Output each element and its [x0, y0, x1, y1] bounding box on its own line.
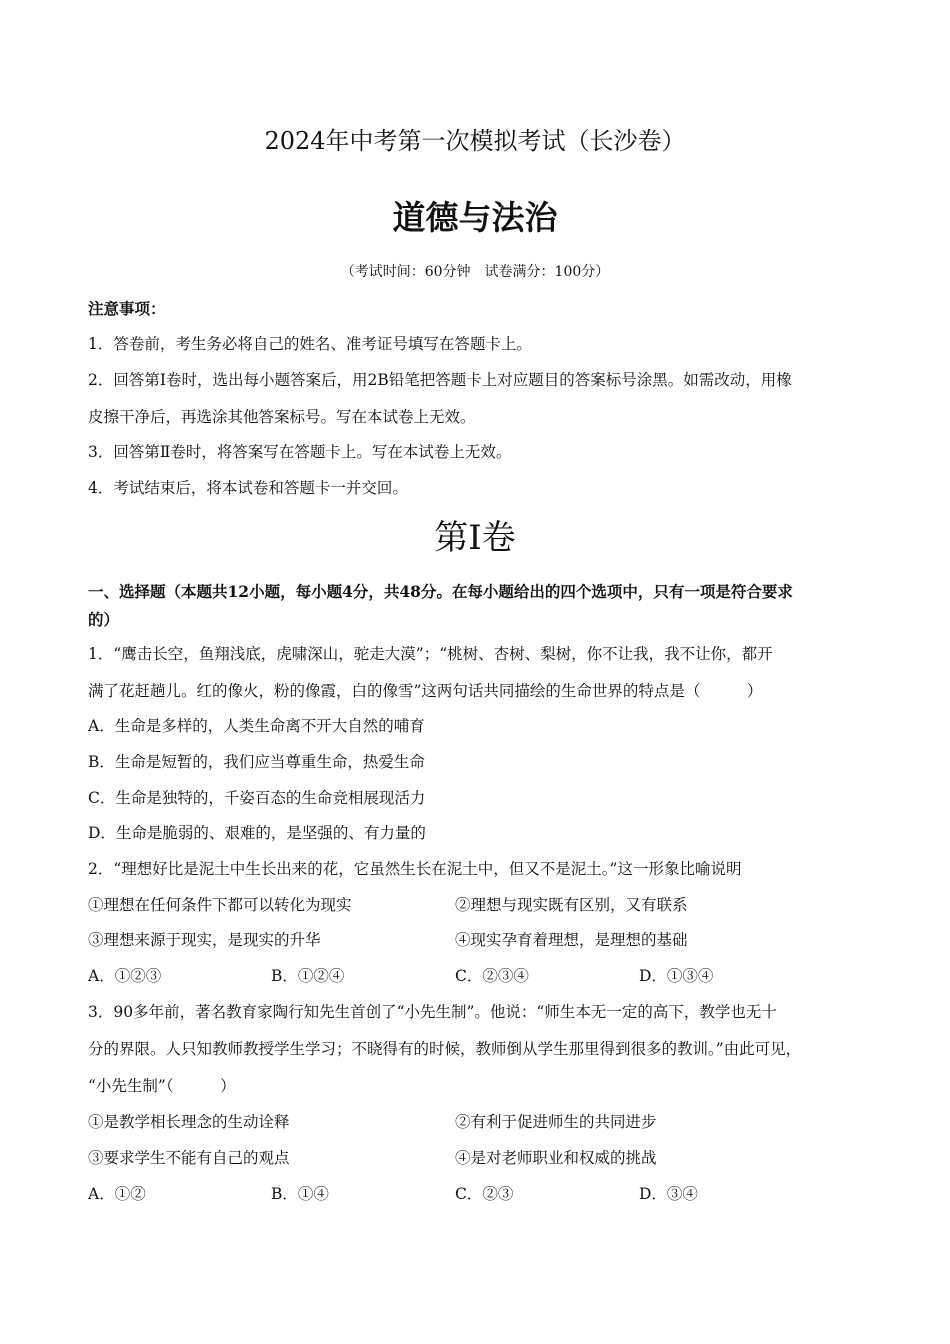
q3-statement-2: ②有利于促进师生的共同进步: [455, 1113, 657, 1131]
q3-stem-end: “小先生制”（ ）: [88, 1077, 236, 1095]
q2-statement-3: ③理想来源于现实，是现实的升华: [88, 931, 321, 949]
section-instruction-cont: 的）: [88, 610, 120, 629]
q2-statement-2: ②理想与现实既有区别，又有联系: [455, 896, 688, 914]
q3-option-d: D．③④: [639, 1185, 698, 1203]
notes-heading: 注意事项：: [88, 299, 166, 318]
q3-option-a: A．①②: [88, 1185, 146, 1203]
q2-statement-1: ①理想在任何条件下都可以转化为现实: [88, 896, 352, 914]
note-item: 3．回答第Ⅱ卷时，将答案写在答题卡上。写在本试卷上无效。: [88, 443, 512, 461]
note-item: 皮擦干净后，再选涂其他答案标号。写在本试卷上无效。: [88, 408, 476, 426]
q3-option-c: C．②③: [455, 1185, 514, 1203]
q2-option-b: B．①②④: [271, 967, 345, 985]
q1-stem: 1．“鹰击长空，鱼翔浅底，虎啸深山，驼走大漠”；“桃树、杏树、梨树，你不让我，我不让你，都开: [88, 645, 773, 663]
volume-title: 第Ⅰ卷: [434, 518, 516, 558]
q3-statement-4: ④是对老师职业和权威的挑战: [455, 1149, 657, 1167]
q2-options: [88, 965, 868, 987]
q2-option-d: D．①③④: [639, 967, 714, 985]
section-instruction: 一、选择题（本题共12小题，每小题4分，共48分。在每小题给出的四个选项中，只有一项是符合要求: [88, 582, 793, 601]
q3-stem-cont: 分的界限。人只知教师教授学生学习；不晓得有的时候，教师倒从学生那里得到很多的教训。”由此可见，: [88, 1040, 802, 1058]
q3-stem: 3．90多年前，著名教育家陶行知先生首创了“小先生制”。他说：“师生本无一定的高下，教学也无十: [88, 1003, 777, 1021]
q2-option-c: C．②③④: [455, 967, 529, 985]
q1-stem-cont: 满了花赶趟儿。红的像火，粉的像霞，白的像雪”这两句话共同描绘的生命世界的特点是（ ）: [88, 682, 763, 700]
exam-title: 2024年中考第一次模拟考试（长沙卷）: [264, 127, 686, 155]
q2-stem: 2．“理想好比是泥土中生长出来的花，它虽然生长在泥土中，但又不是泥土。”这一形象比喻说明: [88, 860, 742, 878]
note-item: 4．考试结束后，将本试卷和答题卡一并交回。: [88, 479, 408, 497]
note-item: 1．答卷前，考生务必将自己的姓名、准考证号填写在答题卡上。: [88, 335, 532, 353]
q3-statement-3: ③要求学生不能有自己的观点: [88, 1149, 290, 1167]
subject-title: 道德与法治: [392, 198, 558, 237]
q3-options: [88, 1183, 868, 1205]
exam-info: （考试时间：60分钟 试卷满分：100分）: [340, 264, 610, 280]
q2-statement-4: ④现实孕育着理想，是理想的基础: [455, 931, 688, 949]
note-item: 2．回答第Ⅰ卷时，选出每小题答案后，用2B铅笔把答题卡上对应题目的答案标号涂黑。如需改动，用橡: [88, 371, 792, 389]
q3-statement-1: ①是教学相长理念的生动诠释: [88, 1113, 290, 1131]
q1-option-b: B．生命是短暂的，我们应当尊重生命，热爱生命: [88, 753, 425, 771]
q1-option-d: D．生命是脆弱的、艰难的，是坚强的、有力量的: [88, 824, 426, 842]
q1-option-c: C．生命是独特的，千姿百态的生命竞相展现活力: [88, 789, 426, 807]
q2-option-a: A．①②③: [88, 967, 162, 985]
q3-option-b: B．①④: [271, 1185, 329, 1203]
q1-option-a: A．生命是多样的，人类生命离不开大自然的哺育: [88, 717, 425, 735]
